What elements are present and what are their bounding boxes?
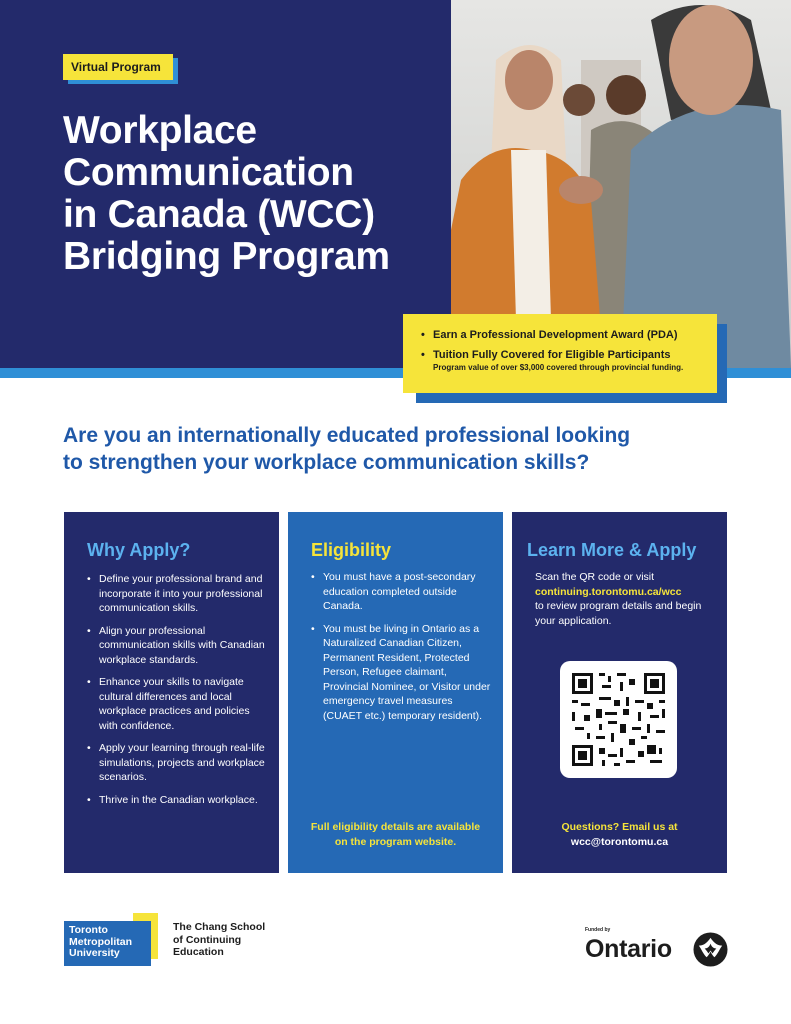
ontario-trillium-icon xyxy=(693,932,728,967)
tmu-logo-line: University xyxy=(69,947,120,959)
benefits-callout xyxy=(403,314,717,393)
contact-email-link[interactable]: wcc@torontomu.ca xyxy=(570,836,669,848)
title-line: Communication xyxy=(63,151,354,194)
tmu-logo-line: Toronto xyxy=(69,924,108,936)
list-item: • You must be living in Ontario as a Naturalized Canadian Citizen, Permanent Resident, Protected Person, Refugee claimant, Provincial Nominee, or Visitor under emergency travel measures (CUAET etc.) temporary resident). xyxy=(311,622,491,724)
list-item: • Thrive in the Canadian workplace. xyxy=(87,793,267,808)
eligibility-note-line: on the program website. xyxy=(334,836,457,848)
callout-text: Tuition Fully Covered for Eligible Participants xyxy=(433,349,671,361)
intro-text: Scan the QR code or visit xyxy=(535,571,655,583)
funded-by-label: Funded by xyxy=(585,927,611,933)
page-title xyxy=(63,110,443,278)
callout-text: Earn a Professional Development Award (PDA) xyxy=(433,329,678,341)
chang-school-name xyxy=(173,921,265,959)
panel-heading: Why Apply? xyxy=(87,540,191,560)
intro-question xyxy=(63,422,703,476)
eligibility-list xyxy=(311,570,491,731)
panel-heading: Learn More & Apply xyxy=(527,540,697,560)
intro-text: to review program details and begin your application. xyxy=(535,600,702,627)
question-line: Are you an internationally educated professional looking xyxy=(63,424,631,447)
list-item: • Align your professional communication skills with Canadian workplace standards. xyxy=(87,624,267,668)
eligibility-note xyxy=(288,820,503,850)
panel-heading: Eligibility xyxy=(311,540,392,560)
ontario-wordmark: Ontario xyxy=(585,935,672,963)
callout-bullet xyxy=(421,348,705,373)
callout-bullet xyxy=(421,328,705,342)
why-apply-panel xyxy=(64,512,279,873)
hero-photo xyxy=(451,0,791,368)
chang-line: of Continuing xyxy=(173,933,242,946)
chang-line: Education xyxy=(173,946,224,958)
title-line: Workplace xyxy=(63,109,257,152)
question-line: to strengthen your workplace communication skills? xyxy=(63,451,590,474)
virtual-program-badge: Virtual Program xyxy=(63,54,173,80)
title-line: in Canada (WCC) xyxy=(63,193,375,236)
why-apply-list xyxy=(87,572,267,815)
tmu-logo-line: Metropolitan xyxy=(69,935,132,948)
program-url-link[interactable]: continuing.torontomu.ca/wcc xyxy=(535,585,682,598)
list-item: • Define your professional brand and incorporate it into your professional communication skills. xyxy=(87,572,267,616)
questions-label: Questions? Email us at xyxy=(561,821,678,833)
learn-more-intro xyxy=(535,570,715,628)
learn-more-panel xyxy=(512,512,727,873)
tmu-logo xyxy=(64,921,151,966)
list-item: • Enhance your skills to navigate cultural differences and local workplace practices and policies with confidence. xyxy=(87,675,267,733)
callout-subtext: Program value of over $3,000 covered through provincial funding. xyxy=(433,363,684,372)
list-item: • You must have a post-secondary education completed outside Canada. xyxy=(311,570,491,614)
qr-code-icon[interactable] xyxy=(560,661,677,778)
list-item: • Apply your learning through real-life simulations, projects and workplace scenarios. xyxy=(87,741,267,785)
title-line: Bridging Program xyxy=(63,235,390,278)
eligibility-panel xyxy=(288,512,503,873)
chang-line: The Chang School xyxy=(173,921,266,933)
eligibility-note-line: Full eligibility details are available xyxy=(310,821,481,833)
